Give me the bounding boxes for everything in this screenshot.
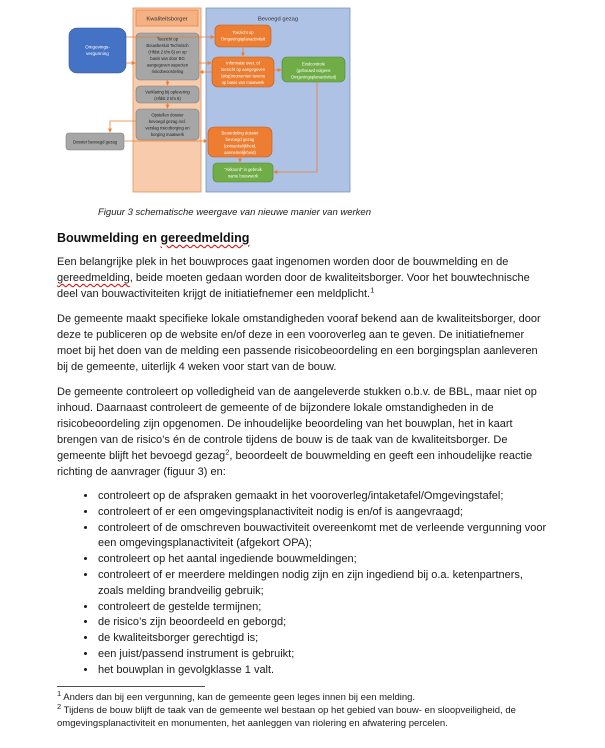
node-text: (ontvankelijkheid, bbox=[223, 143, 257, 149]
node-opstellen-dossier bbox=[136, 109, 199, 140]
controle-bullet-list bbox=[57, 489, 550, 679]
footnote-2-marker: 2 bbox=[57, 701, 62, 711]
node-text: Eindcontrole bbox=[301, 61, 326, 67]
list-item: • controleert op de afspraken gemaakt in het vooroverleg/intaketafel/Omgevingstafel; bbox=[97, 489, 550, 505]
list-item: • controleert of er meerdere meldingen nodig zijn en zijn ingediend bij o.a. ketenpartners, zoals melding brandveilig gebruik; bbox=[97, 568, 550, 600]
node-text: (stop)momenten tevens bbox=[221, 73, 265, 79]
paragraph-text: , beide moeten gedaan worden door de kwaliteitsborger. Voor het bouwtechnische deel van bouwactiviteiten krijgt de initiatiefnemer een meldplicht. bbox=[57, 272, 530, 300]
footnote-2 bbox=[57, 701, 550, 730]
node-verklaring-oplevering bbox=[136, 86, 199, 103]
node-text: Toezicht op bbox=[156, 36, 179, 42]
node-text: Toezicht op bbox=[232, 30, 254, 35]
list-item: • controleert de gestelde termijnen; bbox=[97, 600, 550, 616]
node-text: Omgevings- bbox=[85, 44, 110, 50]
node-text: aannemelijkheid) bbox=[224, 150, 256, 155]
node-text: (gebouwd volgens bbox=[296, 68, 331, 73]
footnotes-section bbox=[57, 686, 550, 730]
column-label-bevoegd-gezag: Bevoegd gezag bbox=[257, 16, 299, 23]
list-item: • controleert of de omschreven bouwactiviteit overeenkomt met de verleende vergunning voor een omgevingsplanactiviteit (afgekort OPA); bbox=[97, 521, 550, 553]
footnote-ref-2: 2 bbox=[225, 447, 230, 457]
footnote-text: Anders dan bij een vergunning, kan de gemeente geen leges innen bij een melding. bbox=[63, 691, 416, 703]
node-text: verslag risicoborging en bbox=[145, 125, 190, 131]
node-text: op basis van maatwerk bbox=[221, 80, 265, 85]
node-text: Omgevingsplanactiviteit) bbox=[290, 74, 337, 80]
column-label-kwaliteitsborger: Kwaliteitsborger bbox=[146, 16, 188, 23]
node-omgevingsvergunning bbox=[69, 28, 126, 73]
paragraph-text: , beoordeelt de bouwmelding en geeft een inhoudelijke reactie richting de aanvrager (figuur 3) en: bbox=[57, 450, 533, 478]
node-text: Omgevingsplanactiviteit bbox=[220, 36, 266, 42]
node-eindcontrole bbox=[282, 57, 345, 82]
node-text: toezicht op aangegeven bbox=[220, 67, 266, 72]
list-item: • het bouwplan in gevolgklasse 1 valt. bbox=[97, 663, 550, 679]
paragraph-3 bbox=[57, 384, 550, 480]
section-heading bbox=[57, 231, 550, 245]
figure-3-diagram bbox=[57, 5, 357, 195]
node-text: bevoegd gezag bbox=[225, 137, 255, 142]
node-text: name bouwwerk bbox=[227, 173, 259, 179]
paragraph-2: De gemeente maakt specifieke lokale omstandigheden vooraf bekend aan de kwaliteitsborger, door deze te publiceren op de website en/of deze in een vooroverleg aan te geven. De initiatiefnemer moet bij het doen van de melding een passende risicobeoordeling en een borgingsplan aanleveren bij de gemeente, uiterlijk 4 weken voor start van de bouw. bbox=[57, 313, 541, 373]
list-item: • de risico’s zijn beoordeeld en geborgd; bbox=[97, 615, 550, 631]
node-text: Opstellen dossier bbox=[151, 112, 184, 118]
node-text: vergunning bbox=[86, 51, 109, 56]
list-item: • de kwaliteitsborger gerechtigd is; bbox=[97, 631, 550, 647]
node-text: borging maatwerk bbox=[150, 132, 185, 137]
node-text: risicobeoordeling bbox=[151, 69, 184, 74]
node-text: (Hfdst 2 t/m 6) bbox=[154, 96, 181, 101]
footnote-text: Tijdens de bouw blijft de taak van de gemeente wel bestaan op het gebied van bouw- en sloopveiligheid, de omgevingsplanactiviteit en monumenten, het aanleggen van riolering en afwatering percelen. bbox=[57, 704, 516, 729]
node-informatie-momenten bbox=[212, 57, 274, 87]
node-text: Beoordeling dossier bbox=[221, 130, 259, 136]
node-toezicht-bouwbesluit bbox=[136, 33, 199, 80]
node-text: Verklaring bij oplevering bbox=[145, 89, 190, 95]
node-toezicht-opa bbox=[215, 25, 271, 47]
paragraph-text: De gemeente controleert op volledigheid van de aangeleverde stukken o.b.v. de BBL, maar niet op inhoud. Daarnaast controleert de gemeente of de bijzondere lokale omstandigheden in de risicobeoordeling zijn opgenomen. De inhoudelijke beoordeling van het bouwplan, het in kaart brengen van de risico’s én de controle tijdens de bouw is de taak van de kwaliteitsborger. De gemeente blijft het bevoegd gezag bbox=[57, 386, 537, 462]
paragraph-1 bbox=[57, 254, 550, 302]
list-item: • controleert of er een omgevingsplanactiviteit nodig is en/of is aangevraagd; bbox=[97, 505, 550, 521]
node-text: Bouwbesluit Technisch bbox=[146, 43, 189, 48]
heading-text: Bouwmelding en bbox=[57, 231, 161, 245]
figure-caption: Figuur 3 schematische weergave van nieuwe manier van werken bbox=[98, 207, 371, 218]
node-akkoord bbox=[213, 163, 273, 182]
node-dossier-bevoegd-gezag bbox=[66, 133, 124, 150]
list-item: • controleert op het aantal ingediende bouwmeldingen; bbox=[97, 552, 550, 568]
footnote-1-marker: 1 bbox=[57, 688, 62, 698]
heading-spellcheck-word: gereedmelding bbox=[160, 231, 250, 245]
node-text: Dossier bevoegd gezag bbox=[73, 139, 117, 145]
spellcheck-word: gereedmelding bbox=[57, 272, 130, 284]
footnote-1 bbox=[57, 688, 550, 704]
arrow-opstellen-to-dossier bbox=[110, 121, 136, 132]
node-text: (Hfdst 2 t/m 6) en op bbox=[148, 49, 187, 55]
footnote-ref-1: 1 bbox=[370, 285, 375, 295]
paragraph-text: Een belangrijke plek in het bouwproces gaat ingenomen worden door de bouwmelding en de bbox=[57, 256, 509, 268]
footnote-separator bbox=[57, 686, 205, 687]
list-item: • een juist/passend instrument is gebruikt; bbox=[97, 647, 550, 663]
node-text: aangegeven aspecten bbox=[146, 62, 189, 68]
node-text: basis van door BG bbox=[150, 56, 185, 61]
node-text: bevoegd gezag incl. bbox=[148, 119, 187, 124]
node-text: "Akkoord" in gebruik bbox=[224, 167, 262, 172]
node-text: Informatie over, of bbox=[226, 60, 260, 66]
node-beoordeling-dossier bbox=[208, 127, 272, 157]
